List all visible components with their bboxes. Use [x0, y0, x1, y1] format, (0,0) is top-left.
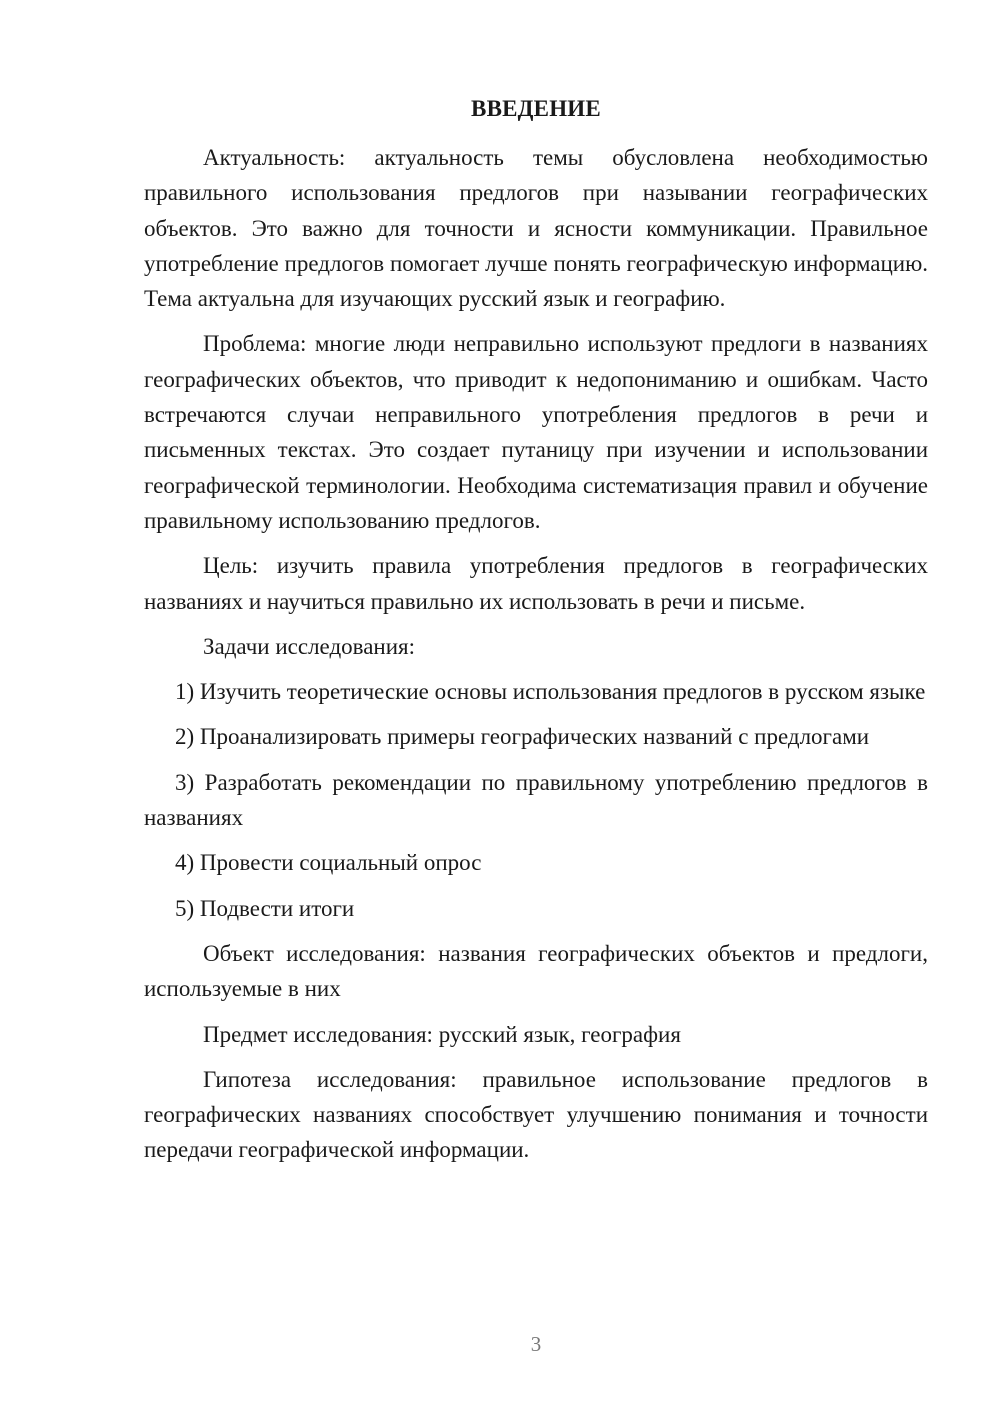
task-item-2: 2) Проанализировать примеры географических названий с предлогами [175, 724, 870, 750]
page-number: 3 [530, 1332, 542, 1356]
task-item-4: 4) Провести социальный опрос [175, 850, 482, 876]
goal-paragraph: Цель: изучить правила употребления предлогов в географических названиях и научиться правильно их использовать в речи и письме. [144, 553, 928, 614]
tasks-heading: Задачи исследования: [203, 633, 416, 659]
problem-paragraph: Проблема: многие люди неправильно используют предлоги в названиях географических объектов, что приводит к недопониманию и ошибкам. Часто встречаются случаи неправильного употребления предлогов в речи и письменных текстах. Это создает путаницу при изучении и использовании географической терминологии. Необходима систематизация правил и обучение правильному использованию предлогов. [144, 331, 928, 533]
subject-paragraph: Предмет исследования: русский язык, география [203, 1021, 681, 1047]
task-item-5: 5) Подвести итоги [175, 895, 355, 921]
task-item-1: 1) Изучить теоретические основы использования предлогов в русском языке [175, 679, 926, 705]
object-paragraph: Объект исследования: названия географических объектов и предлоги, используемые в них [144, 940, 928, 1002]
relevance-paragraph: Актуальность: актуальность темы обусловлена необходимостью правильного использования предлогов при назывании географических объектов. Это важно для точности и ясности коммуникации. Правильное употребление предлогов помогает лучше понять географическую информацию. Тема актуальна для изучающих русский язык и географию. [144, 145, 928, 312]
page-title: ВВЕДЕНИЕ [471, 96, 601, 121]
document-body [144, 140, 928, 1168]
task-item-3: 3) Разработать рекомендации по правильному употреблению предлогов в названиях [144, 769, 928, 831]
hypothesis-paragraph: Гипотеза исследования: правильное использование предлогов в географических названиях способствует улучшению понимания и точности передачи географической информации. [144, 1066, 928, 1163]
